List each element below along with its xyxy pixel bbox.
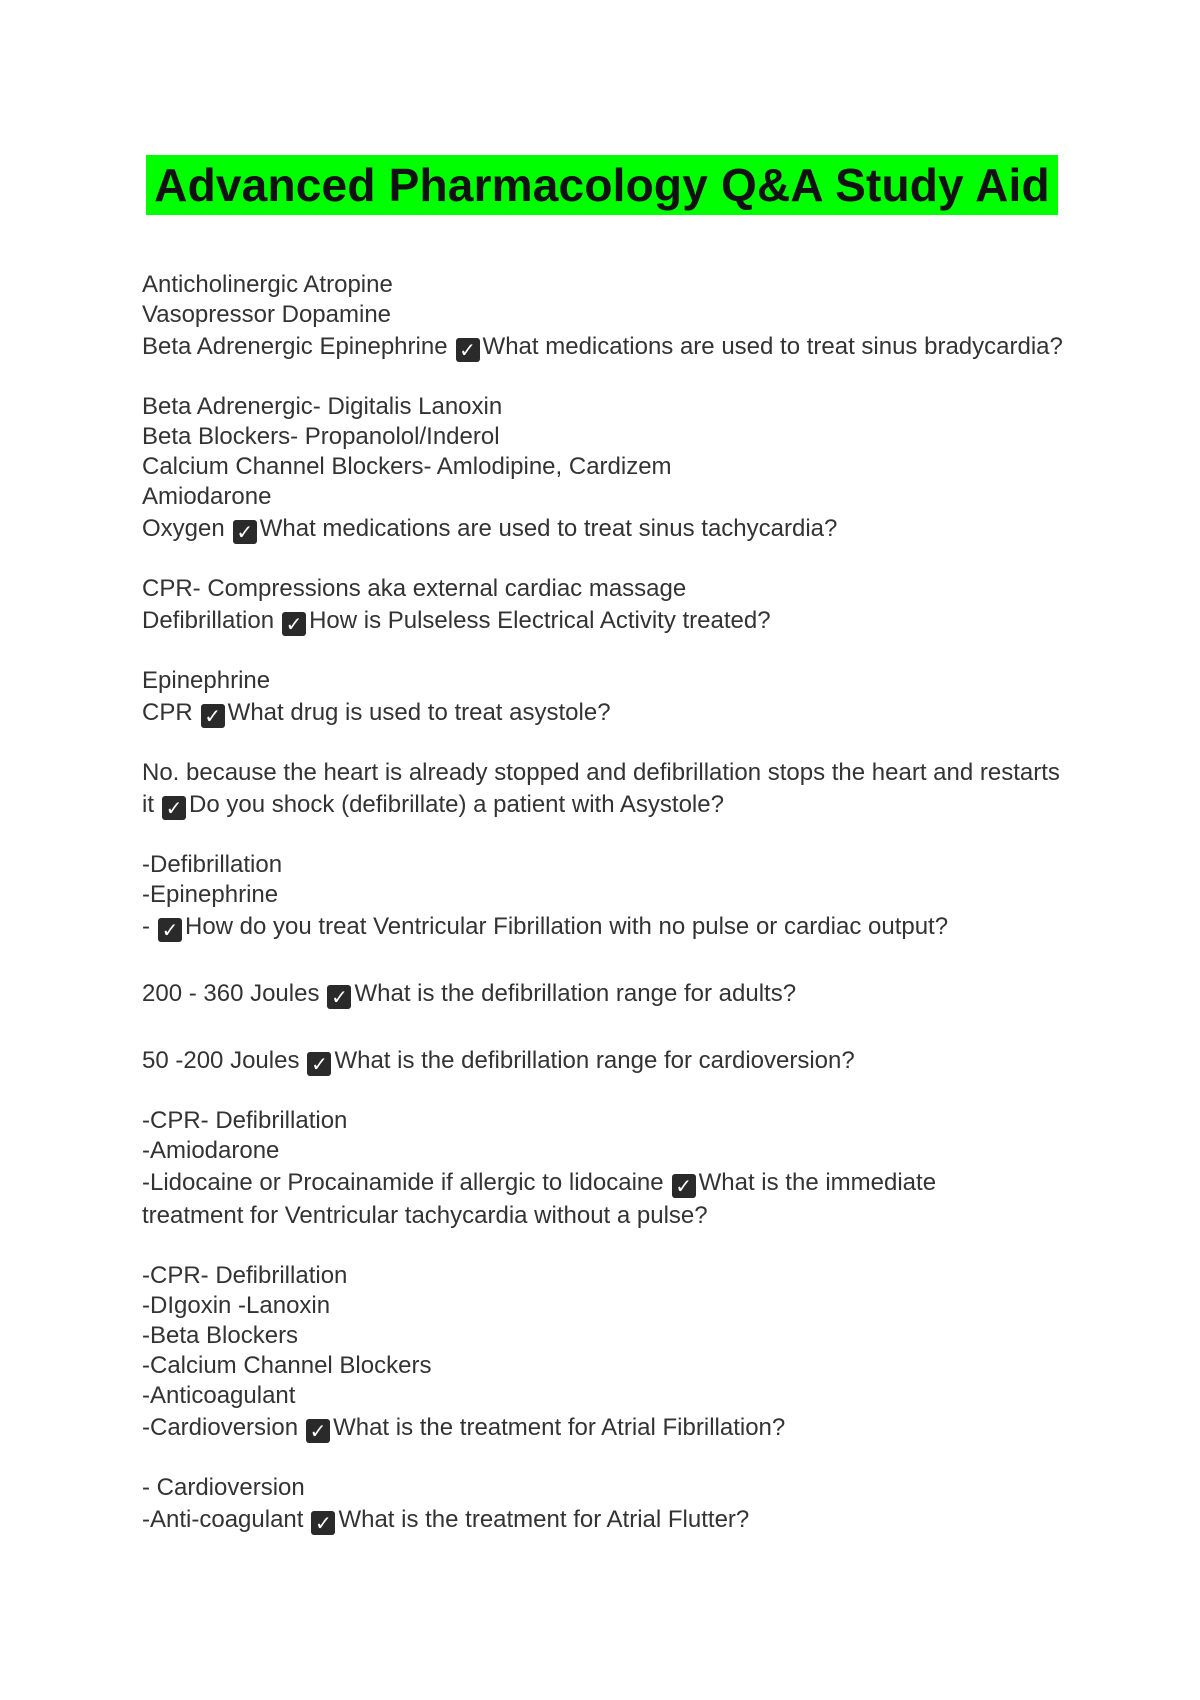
- answer-line: Vasopressor Dopamine: [142, 301, 392, 328]
- question-text: What is the defibrillation range for adults?: [354, 980, 797, 1007]
- answer-line: Calcium Channel Blockers- Amlodipine, Cardizem: [142, 453, 672, 480]
- answer-question-line: [142, 696, 1062, 729]
- page-title: Advanced Pharmacology Q&A Study Aid: [154, 159, 1050, 211]
- qa-item: [142, 977, 1062, 1010]
- answer-text: Beta Adrenergic Epinephrine: [142, 333, 448, 360]
- qa-item: [142, 1044, 1062, 1077]
- qa-item: [142, 392, 1062, 545]
- qa-item: [142, 574, 1062, 637]
- qa-item: [142, 1261, 1062, 1444]
- qa-item: [142, 758, 1062, 821]
- answer-line: Epinephrine: [142, 667, 271, 694]
- question-text: How is Pulseless Electrical Activity treated?: [309, 607, 771, 634]
- checkbox-icon: ✓: [306, 1419, 330, 1443]
- answer-question-line: [142, 330, 1062, 363]
- answer-text: -Cardioversion: [142, 1414, 299, 1441]
- answer-line: -DIgoxin -Lanoxin: [142, 1292, 331, 1319]
- answer-question-line: [142, 1503, 1062, 1536]
- answer-line: CPR- Compressions aka external cardiac massage: [142, 575, 687, 602]
- answer-text: -Lidocaine or Procainamide if allergic to lidocaine: [142, 1169, 664, 1196]
- checkbox-icon: ✓: [456, 338, 480, 362]
- question-text: What is the defibrillation range for cardioversion?: [334, 1047, 855, 1074]
- checkbox-icon: ✓: [282, 612, 306, 636]
- answer-text: -Anti-coagulant: [142, 1506, 304, 1533]
- answer-text: Defibrillation: [142, 607, 275, 634]
- checkbox-icon: ✓: [311, 1511, 335, 1535]
- checkbox-icon: ✓: [327, 985, 351, 1009]
- answer-line: -Defibrillation: [142, 851, 283, 878]
- answer-question-line: [142, 604, 1062, 637]
- answer-question-line: [142, 910, 1062, 943]
- answer-text: 50 -200 Joules: [142, 1047, 300, 1074]
- answer-line: -Anticoagulant: [142, 1382, 296, 1409]
- answer-question-line: [142, 1044, 1062, 1077]
- answer-line: No. because the heart is already stopped and defibrillation stops the heart and restarts: [142, 759, 1060, 786]
- question-text: What medications are used to treat sinus bradycardia?: [482, 333, 1063, 360]
- question-text: What drug is used to treat asystole?: [227, 699, 611, 726]
- answer-question-line: [142, 1411, 1062, 1444]
- qa-item: [142, 850, 1062, 943]
- answer-question-line: [142, 977, 1062, 1010]
- checkbox-icon: ✓: [162, 796, 186, 820]
- answer-question-line: [142, 512, 1062, 545]
- qa-item: [142, 270, 1062, 363]
- question-text: What is the treatment for Atrial Fibrillation?: [333, 1414, 786, 1441]
- answer-line: -CPR- Defibrillation: [142, 1107, 348, 1134]
- answer-line: -CPR- Defibrillation: [142, 1262, 348, 1289]
- checkbox-icon: ✓: [233, 520, 257, 544]
- answer-text: CPR: [142, 699, 193, 726]
- answer-line: -Beta Blockers: [142, 1322, 299, 1349]
- answer-text: -: [142, 913, 150, 940]
- qa-item: [142, 666, 1062, 729]
- answer-text: Oxygen: [142, 515, 225, 542]
- answer-question-line: [142, 788, 1062, 821]
- answer-line: Amiodarone: [142, 483, 272, 510]
- question-text: What medications are used to treat sinus tachycardia?: [259, 515, 838, 542]
- qa-item: [142, 1473, 1062, 1536]
- answer-line: -Epinephrine: [142, 881, 279, 908]
- checkbox-icon: ✓: [307, 1052, 331, 1076]
- question-text: What is the immediate treatment for Ventricular tachycardia without a pulse?: [142, 1169, 937, 1229]
- answer-line: - Cardioversion: [142, 1474, 305, 1501]
- answer-line: Beta Blockers- Propanolol/Inderol: [142, 423, 500, 450]
- answer-text: it: [142, 791, 154, 818]
- question-text: What is the treatment for Atrial Flutter?: [338, 1506, 750, 1533]
- title-banner: [146, 155, 1058, 215]
- question-text: Do you shock (defibrillate) a patient with Asystole?: [189, 791, 724, 818]
- question-text: How do you treat Ventricular Fibrillation with no pulse or cardiac output?: [185, 913, 949, 940]
- answer-line: -Amiodarone: [142, 1137, 280, 1164]
- answer-question-line: [142, 1166, 1042, 1232]
- checkbox-icon: ✓: [158, 918, 182, 942]
- checkbox-icon: ✓: [672, 1174, 696, 1198]
- checkbox-icon: ✓: [201, 704, 225, 728]
- answer-line: Anticholinergic Atropine: [142, 271, 393, 298]
- answer-text: 200 - 360 Joules: [142, 980, 320, 1007]
- answer-line: -Calcium Channel Blockers: [142, 1352, 432, 1379]
- qa-list: [142, 270, 1062, 1565]
- qa-item: [142, 1106, 1062, 1232]
- answer-line: Beta Adrenergic- Digitalis Lanoxin: [142, 393, 503, 420]
